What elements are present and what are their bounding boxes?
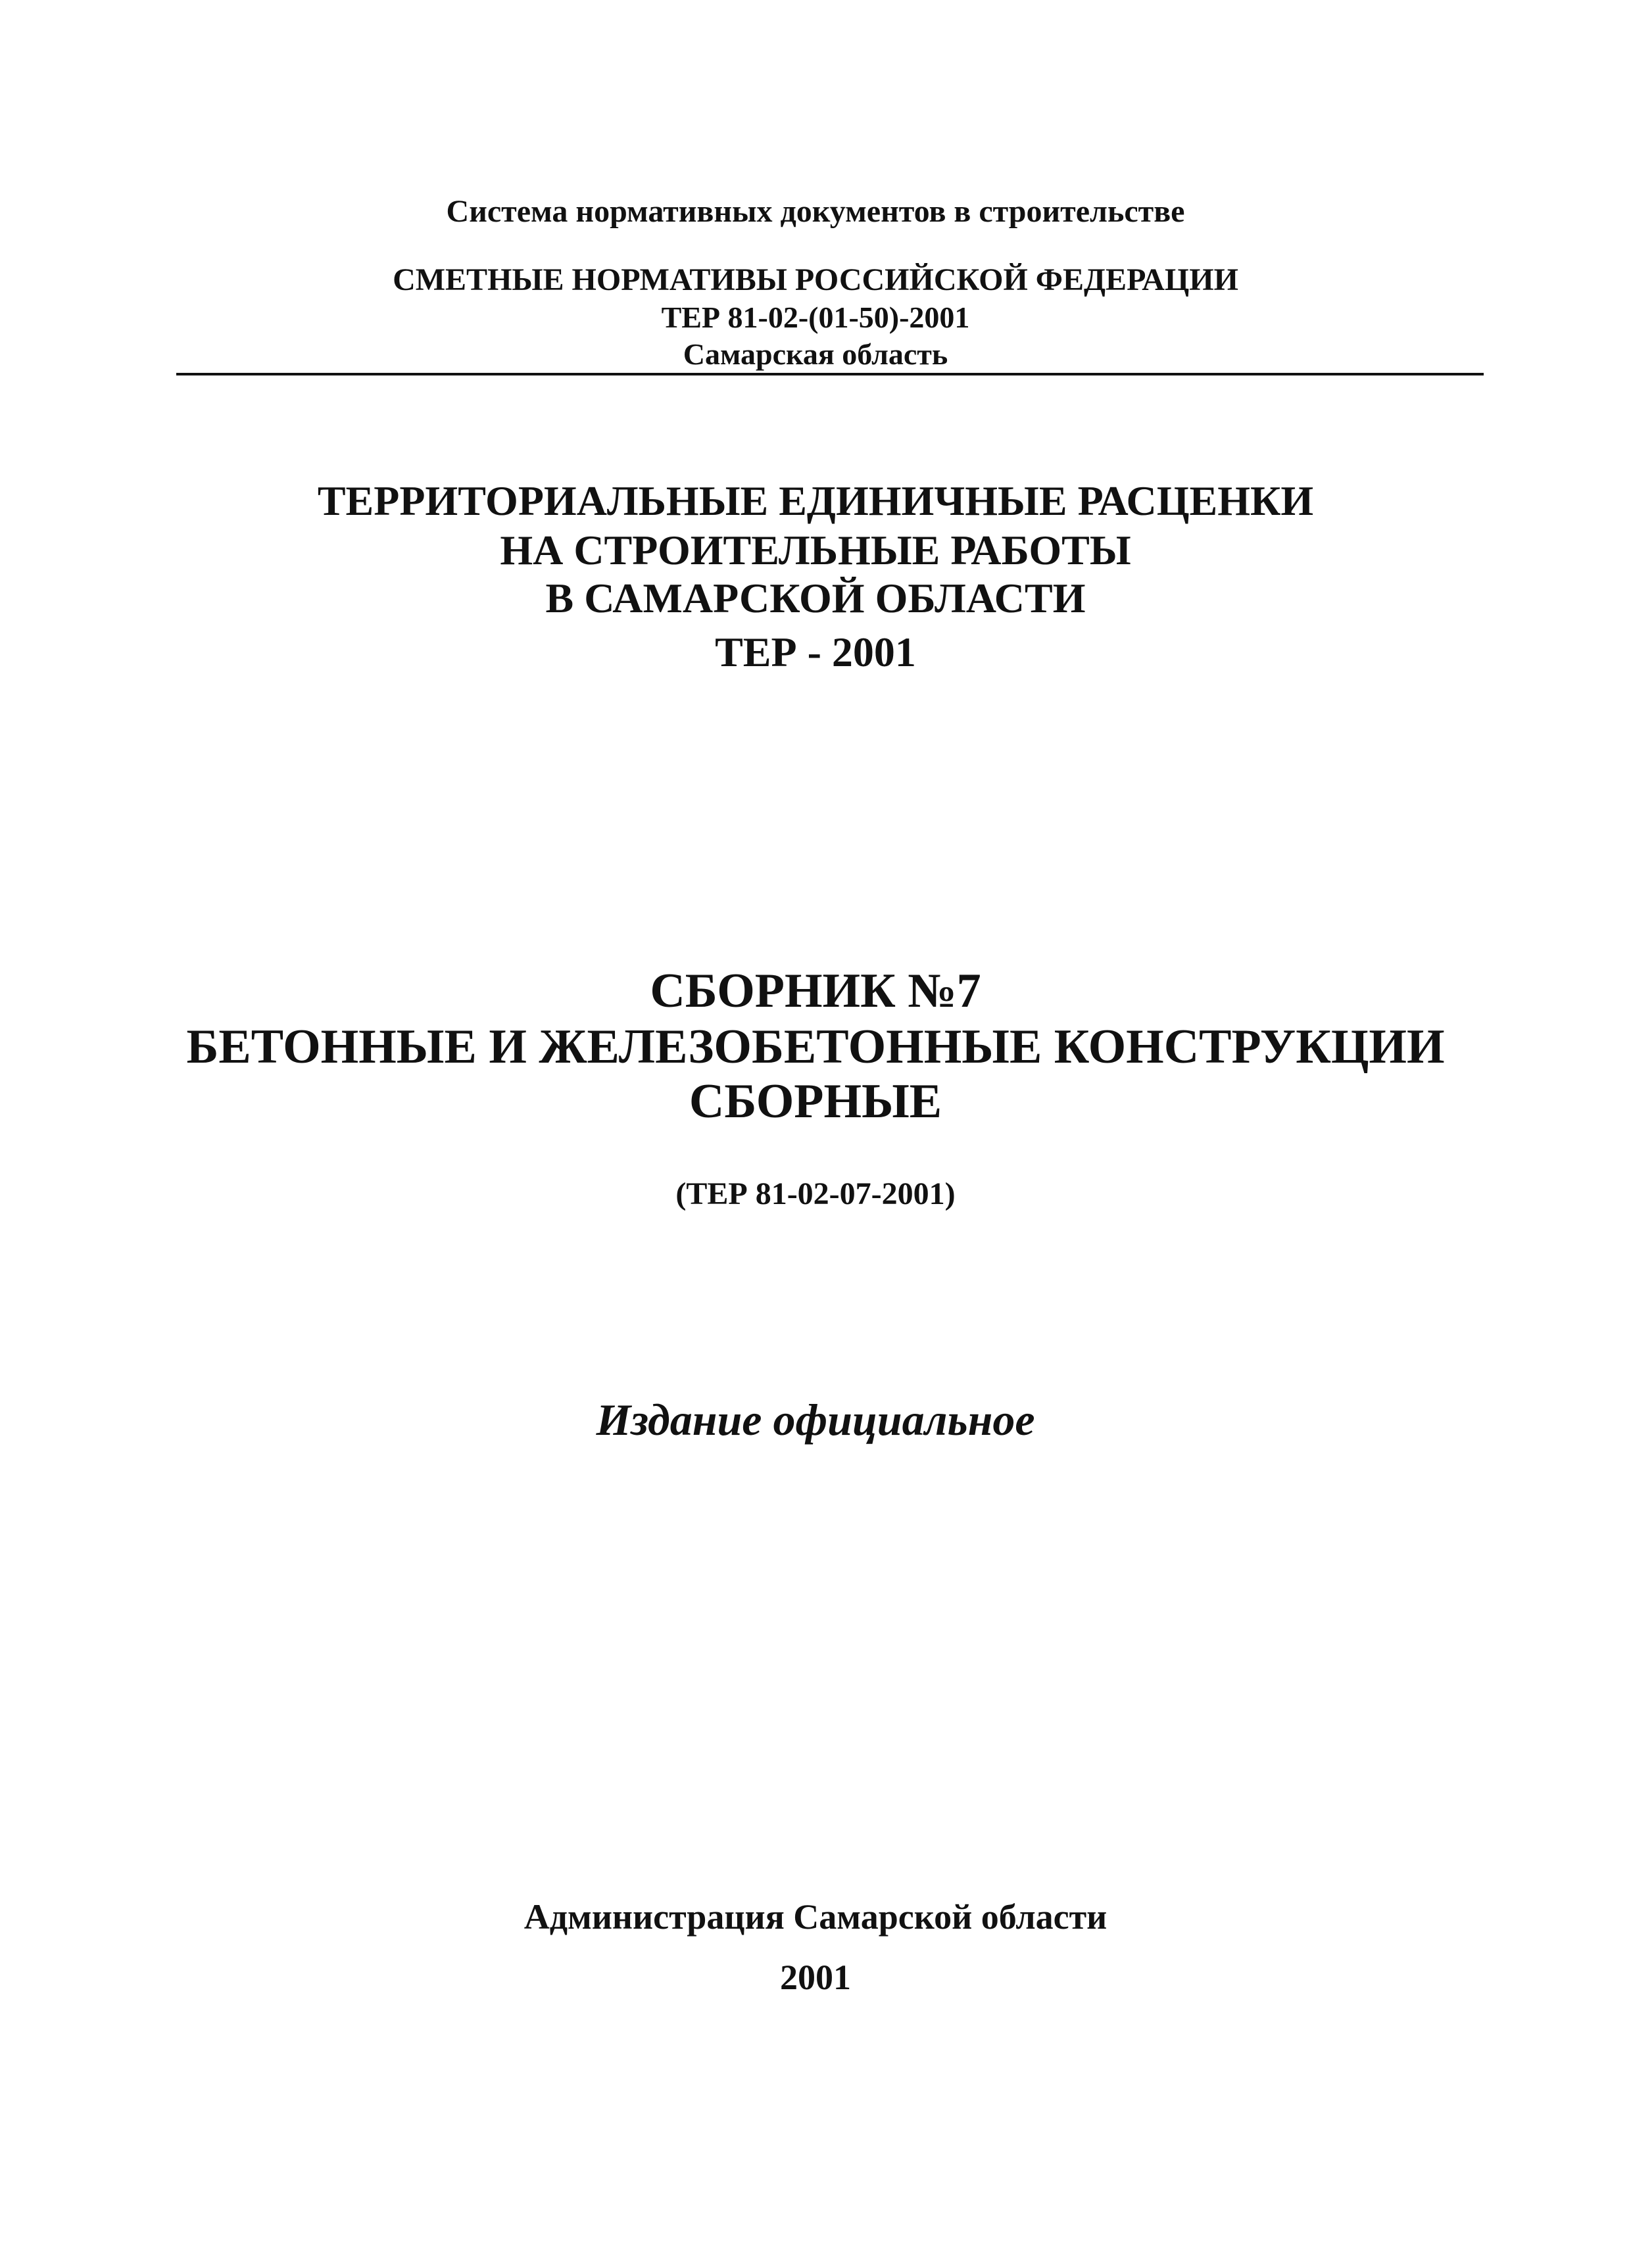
publisher: Администрация Самарской области — [523, 1897, 1108, 1937]
title-line-4: ТЕР - 2001 — [715, 629, 916, 675]
collection-name-line-2: СБОРНЫЕ — [689, 1074, 942, 1128]
edition-label: Издание официальное — [596, 1395, 1035, 1445]
title-line-2: НА СТРОИТЕЛЬНЫЕ РАБОТЫ — [500, 527, 1131, 573]
collection-code: (ТЕР 81-02-07-2001) — [675, 1176, 956, 1211]
norms-line: СМЕТНЫЕ НОРМАТИВЫ РОССИЙСКОЙ ФЕДЕРАЦИИ — [393, 262, 1238, 297]
collection-name-line-1: БЕТОННЫЕ И ЖЕЛЕЗОБЕТОННЫЕ КОНСТРУКЦИИ — [186, 1020, 1445, 1074]
year: 2001 — [780, 1958, 851, 1997]
code-line: ТЕР 81-02-(01-50)-2001 — [661, 301, 970, 334]
title-line-3: В САМАРСКОЙ ОБЛАСТИ — [545, 575, 1086, 621]
collection-number: СБОРНИК №7 — [650, 964, 981, 1018]
region-line: Самарская область — [683, 337, 948, 371]
system-line: Система нормативных документов в строительстве — [446, 194, 1185, 229]
title-line-1: ТЕРРИТОРИАЛЬНЫЕ ЕДИНИЧНЫЕ РАСЦЕНКИ — [317, 477, 1314, 524]
header-divider — [176, 373, 1484, 375]
